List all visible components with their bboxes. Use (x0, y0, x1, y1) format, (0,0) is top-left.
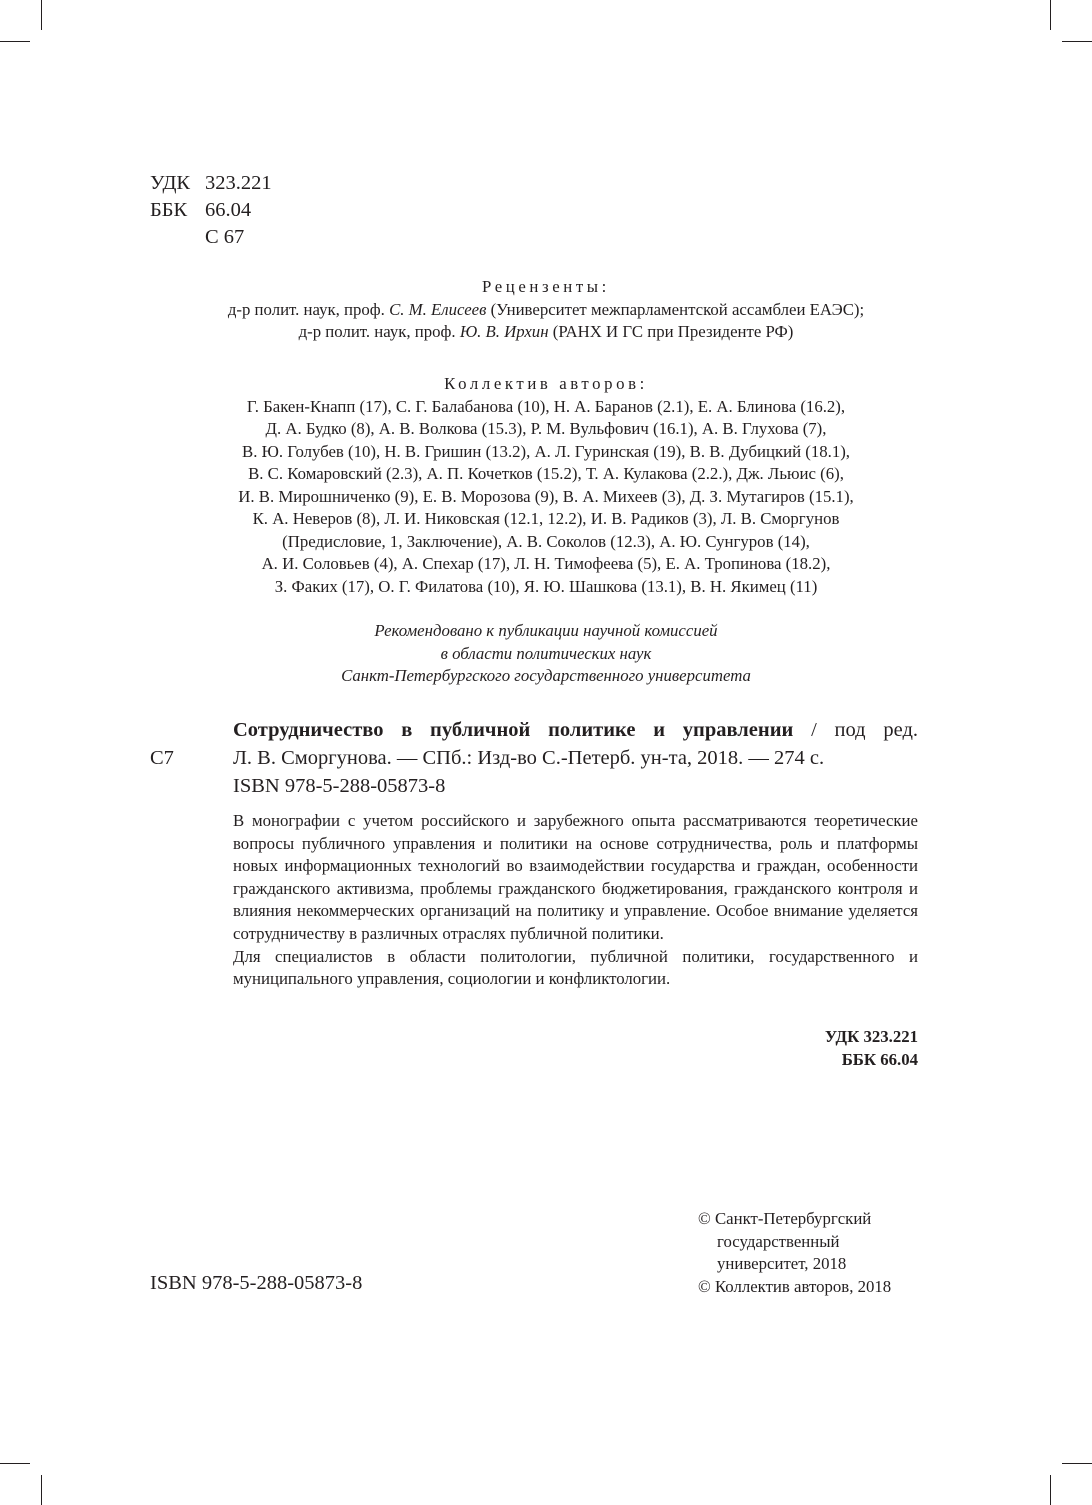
reviewers-heading: Рецензенты: (482, 277, 610, 296)
bbk-row (150, 197, 272, 224)
udk-bbk-bold-block (825, 1025, 918, 1071)
authors-line: К. А. Неверов (8), Л. И. Никовская (12.1, 12.2), И. В. Радиков (3), Л. В. Сморгунов (252, 509, 840, 528)
reviewer-line: д-р полит. наук, проф. С. М. Елисеев (Университет межпарламентской ассамблеи ЕАЭС); (227, 299, 865, 319)
recommendation-block (140, 620, 952, 688)
crop-mark-bottom-left-horizontal (0, 1463, 30, 1464)
authors-heading: Коллектив авторов: (444, 374, 648, 393)
bbk-label: ББК (150, 199, 188, 221)
authors-line: В. С. Комаровский (2.3), А. П. Кочетков (15.2), Т. А. Кулакова (2.2.), Дж. Льюис (6), (248, 464, 844, 483)
reviewer-name: Ю. В. Ирхин (459, 322, 549, 341)
biblio-isbn-line (150, 772, 918, 800)
copyright-block (698, 1208, 891, 1298)
classification-block (150, 170, 272, 251)
copyright-line: © Санкт-Петербургский (698, 1209, 872, 1228)
recommendation-line: в области политических наук (440, 643, 652, 663)
author-mark-row (150, 224, 272, 251)
crop-mark-top-right-horizontal (1062, 41, 1092, 42)
authors-line: И. В. Мирошниченко (9), Е. В. Морозова (9), В. А. Михеев (3), Д. З. Мутагиров (15.1), (238, 486, 854, 506)
crop-mark-bottom-right-horizontal (1062, 1463, 1092, 1464)
crop-mark-bottom-left-vertical (41, 1475, 42, 1505)
reviewer-name: С. М. Елисеев (389, 299, 487, 319)
udk-value: 323.221 (205, 172, 272, 194)
udk-label: УДК (150, 172, 191, 194)
recommendation-line: Санкт-Петербургского государственного университета (341, 666, 751, 685)
crop-mark-top-right-vertical (1050, 0, 1051, 30)
bbk-bold: ББК 66.04 (841, 1050, 918, 1069)
biblio-isbn: ISBN 978-5-288-05873-8 (233, 775, 446, 797)
book-title: Сотрудничество в публичной политике и управлении (233, 719, 794, 741)
udk-row (150, 170, 272, 197)
bibliographic-record (150, 716, 918, 800)
audience-paragraph: Для специалистов в области политологии, публичной политики, государственного и муниципального управления, социологии и конфликтологии. (233, 946, 918, 989)
biblio-publisher: Л. В. Сморгунова. — СПб.: Изд-во С.-Петерб. ун-та, 2018. — 274 с. (233, 747, 825, 769)
authors-line: Д. А. Будко (8), А. В. Волкова (15.3), Р. М. Вульфович (16.1), А. В. Глухова (7), (265, 419, 827, 438)
crop-mark-top-left-vertical (41, 0, 42, 30)
abstract-block (233, 810, 918, 991)
bbk-value: 66.04 (205, 199, 252, 221)
abstract-paragraph: В монографии с учетом российского и зарубежного опыта рассматриваются теоретические вопросы публичного управления и политики на основе сотрудничества, роль и платформы новых информационных технологий во взаимодействии государства и граждан, особенности гражданского активизма, проблемы гражданского бюджетирования, гражданского контроля и влияния некоммерческих организаций на политику и управление. Особое внимание уделяется сотрудничеству в различных отраслях публичной политики. (233, 811, 918, 943)
author-mark: С 67 (205, 226, 245, 248)
authors-line: З. Факих (17), О. Г. Филатова (10), Я. Ю. Шашкова (13.1), В. Н. Якимец (11) (274, 576, 818, 596)
authors-line: В. Ю. Голубев (10), Н. В. Гришин (13.2), А. Л. Гуринская (19), В. В. Дубицкий (18.1), (242, 441, 850, 461)
reviewers-block (140, 276, 952, 344)
crop-mark-bottom-right-vertical (1050, 1475, 1051, 1505)
copyright-line: университет, 2018 (717, 1254, 847, 1274)
authors-line: Г. Бакен-Кнапп (17), С. Г. Балабанова (10), Н. А. Баранов (2.1), Е. А. Блинова (16.2), (246, 396, 846, 416)
recommendation-line: Рекомендовано к публикации научной комиссией (374, 621, 718, 640)
authors-line: А. И. Соловьев (4), А. Спехар (17), Л. Н. Тимофеева (5), Е. А. Тропинова (18.2), (261, 554, 831, 573)
copyright-line: государственный (717, 1231, 840, 1251)
biblio-title-line (150, 716, 918, 744)
crop-mark-top-left-horizontal (0, 41, 30, 42)
udk-bold: УДК 323.221 (824, 1027, 918, 1046)
copyright-line: © Коллектив авторов, 2018 (698, 1276, 892, 1296)
reviewer-line: д-р полит. наук, проф. Ю. В. Ирхин (РАНХ И ГС при Президенте РФ) (298, 322, 794, 341)
biblio-publisher-line (150, 744, 918, 772)
isbn-bottom: ISBN 978-5-288-05873-8 (150, 1272, 363, 1294)
cutter-mark: С7 (150, 747, 174, 769)
biblio-editor-prefix: / под ред. (793, 719, 919, 741)
authors-block (140, 373, 952, 598)
authors-line: (Предисловие, 1, Заключение), А. В. Соколов (12.3), А. Ю. Сунгуров (14), (282, 531, 810, 551)
